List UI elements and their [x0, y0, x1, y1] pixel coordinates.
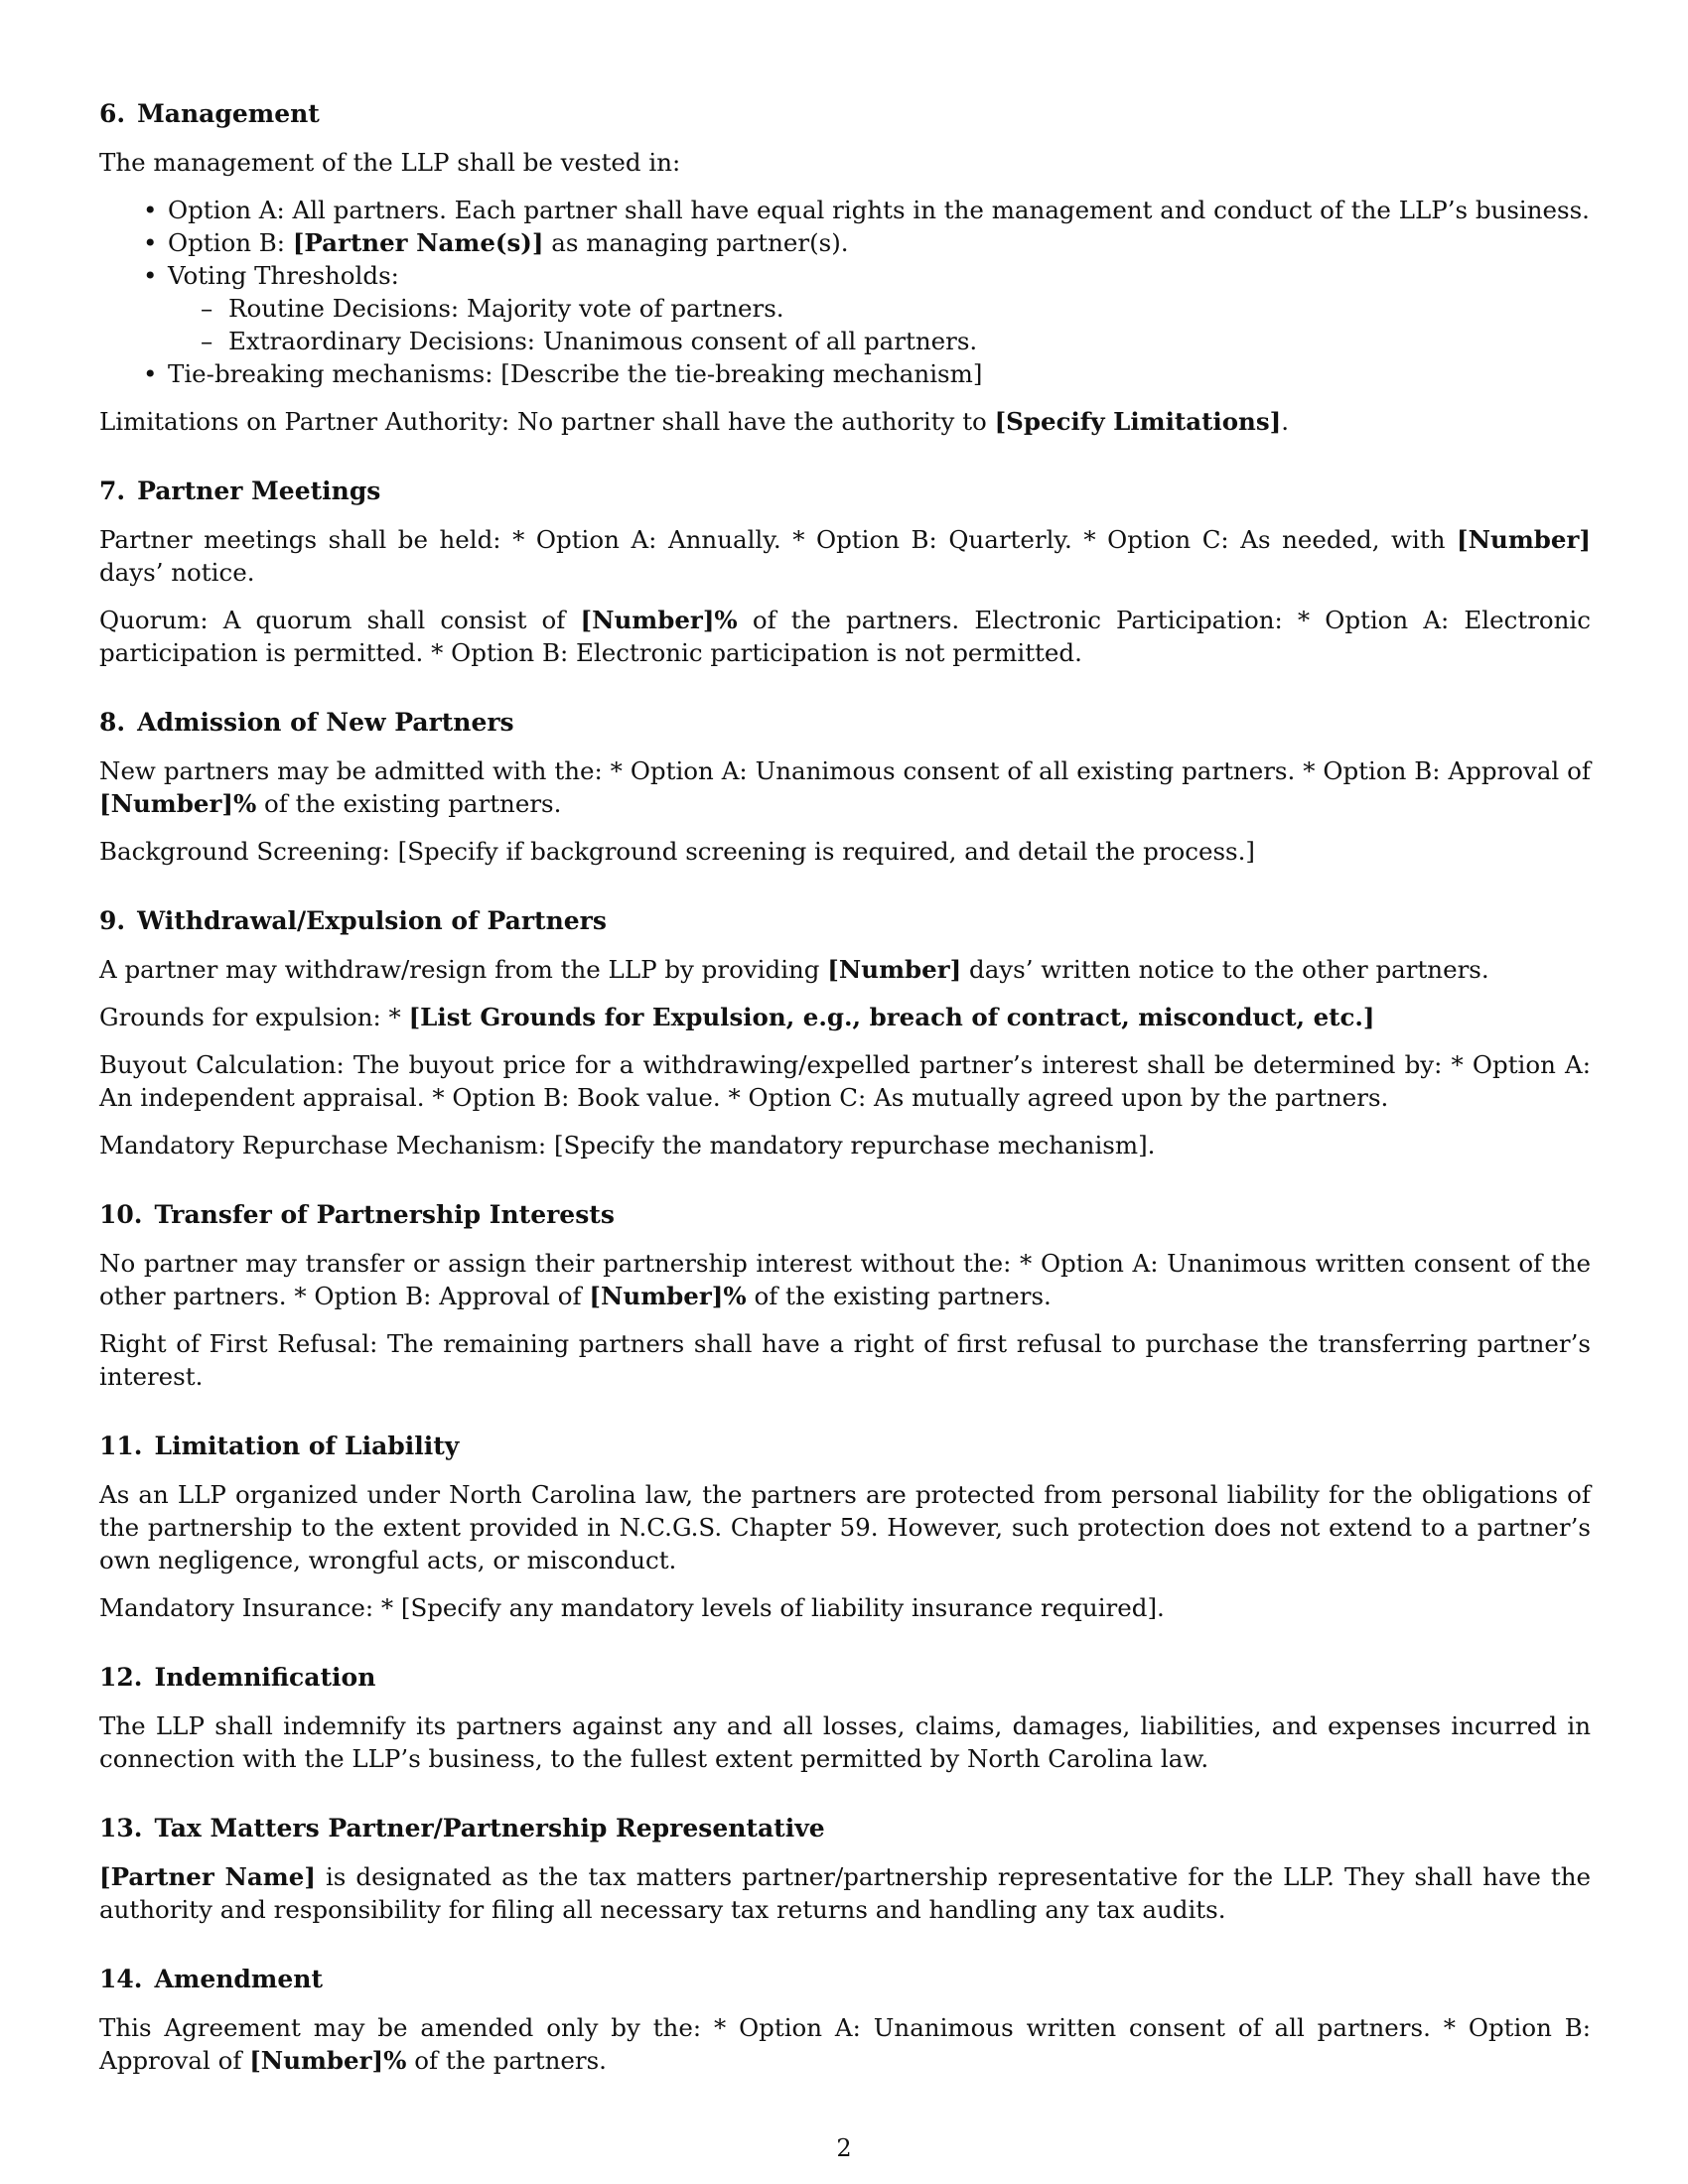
placeholder-field: [Specify Limitations]: [994, 407, 1282, 436]
paragraph: Limitations on Partner Authority: No partner shall have the authority to [Specify Limitations].: [99, 407, 1290, 436]
section-tax-matters: [99, 1812, 1591, 1926]
section-heading: 9. Withdrawal/Expulsion of Partners: [99, 906, 607, 935]
section-transfer: [99, 1198, 1591, 1393]
paragraph: Grounds for expulsion: * [List Grounds for Expulsion, e.g., breach of contract, misconduct, etc.]: [99, 1003, 1375, 1031]
document-page: [99, 97, 1591, 2114]
section-heading: 14. Amendment: [99, 1965, 323, 1993]
placeholder-field: [Number]%: [249, 2046, 407, 2075]
paragraph: Quorum: A quorum shall consist of [Number]% of the partners. Electronic Participation: * Option A: Electronic participation is permitted. * Option B: Electronic participation is not permitted.: [99, 606, 1591, 667]
paragraph: As an LLP organized under North Carolina law, the partners are protected from personal liability for the obligations of the partnership to the extent provided in N.C.G.S. Chapter 59. However, such protection does not extend to a partner’s own negligence, wrongful acts, or misconduct.: [99, 1480, 1591, 1574]
section-management: [99, 97, 1591, 438]
placeholder-field: [Number]%: [589, 1282, 747, 1310]
placeholder-field: [Number]: [827, 955, 962, 984]
section-admission: [99, 706, 1591, 868]
paragraph: Partner meetings shall be held: * Option A: Annually. * Option B: Quarterly. * Option C: As needed, with [Number] days’ notice.: [99, 525, 1591, 587]
paragraph: [Partner Name] is designated as the tax matters partner/partnership representative for the LLP. They shall have the authority and responsibility for filing all necessary tax returns and handling any tax audits.: [99, 1862, 1591, 1924]
paragraph: This Agreement may be amended only by the: * Option A: Unanimous written consent of all partners. * Option B: Approval of [Number]% of the partners.: [99, 2013, 1591, 2075]
paragraph: New partners may be admitted with the: * Option A: Unanimous consent of all existing partners. * Option B: Approval of [Number]% of the existing partners.: [99, 756, 1591, 818]
placeholder-field: [List Grounds for Expulsion, e.g., breach of contract, misconduct, etc.]: [408, 1003, 1375, 1031]
section-withdrawal: [99, 904, 1591, 1161]
section-partner-meetings: [99, 475, 1591, 669]
list-item: • Option A: All partners. Each partner shall have equal rights in the management and conduct of the LLP’s business.: [99, 194, 1591, 226]
paragraph: A partner may withdraw/resign from the LLP by providing [Number] days’ written notice to the other partners.: [99, 955, 1489, 984]
paragraph: Buyout Calculation: The buyout price for a withdrawing/expelled partner’s interest shall be determined by: * Option A: An independent appraisal. * Option B: Book value. * Option C: As mutually agreed upon by the partners.: [99, 1050, 1591, 1112]
section-heading: 10. Transfer of Partnership Interests: [99, 1200, 615, 1229]
paragraph: The LLP shall indemnify its partners against any and all losses, claims, damages, liabilities, and expenses incurred in connection with the LLP’s business, to the fullest extent permitted by North Carolina law.: [99, 1711, 1591, 1773]
placeholder-field: [Partner Name]: [99, 1862, 316, 1891]
page-number: 2: [836, 2134, 852, 2162]
placeholder-field: [Number]: [1457, 525, 1591, 554]
placeholder-field: [Number]%: [580, 606, 738, 634]
section-heading: 13. Tax Matters Partner/Partnership Representative: [99, 1814, 825, 1843]
list-item: – Routine Decisions: Majority vote of partners.: [168, 292, 1591, 325]
section-liability: [99, 1430, 1591, 1624]
placeholder-field: [Number]%: [99, 789, 257, 818]
list-item: – Extraordinary Decisions: Unanimous consent of all partners.: [168, 325, 1591, 357]
section-heading: 6. Management: [99, 99, 320, 128]
section-heading: 8. Admission of New Partners: [99, 708, 514, 737]
placeholder-field: [Partner Name(s)]: [292, 228, 544, 257]
paragraph: Mandatory Repurchase Mechanism: [Specify the mandatory repurchase mechanism].: [99, 1131, 1156, 1160]
section-heading: 12. Indemnification: [99, 1663, 376, 1692]
paragraph: No partner may transfer or assign their partnership interest without the: * Option A: Unanimous written consent of the other partners. * Option B: Approval of [Number]% of the existing partners.: [99, 1249, 1591, 1310]
list-item: • Option B: [Partner Name(s)] as managing partner(s).: [99, 226, 1591, 259]
paragraph: Mandatory Insurance: * [Specify any mandatory levels of liability insurance required].: [99, 1593, 1165, 1622]
paragraph: The management of the LLP shall be vested in:: [99, 148, 681, 177]
section-indemnification: [99, 1661, 1591, 1775]
paragraph: Right of First Refusal: The remaining partners shall have a right of first refusal to purchase the transferring partner’s interest.: [99, 1329, 1591, 1391]
list-item: • Voting Thresholds: – Routine Decisions: Majority vote of partners. – Extraordinary Decisions: Unanimous consent of all partners.: [99, 259, 1591, 357]
voting-thresholds-list: [168, 292, 1591, 357]
paragraph: Background Screening: [Specify if background screening is required, and detail the process.]: [99, 837, 1255, 866]
section-amendment: [99, 1963, 1591, 2077]
section-heading: 11. Limitation of Liability: [99, 1432, 460, 1460]
management-options-list: [99, 194, 1591, 390]
list-item: • Tie-breaking mechanisms: [Describe the tie-breaking mechanism]: [99, 357, 1591, 390]
section-heading: 7. Partner Meetings: [99, 477, 381, 505]
